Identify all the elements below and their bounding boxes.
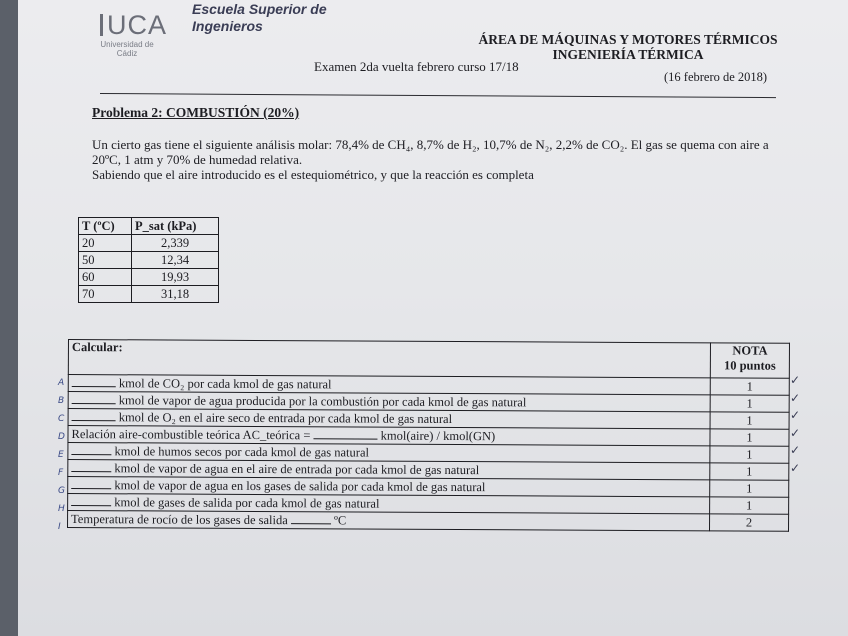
check-mark-icon: ✓ [790,460,801,475]
temperature-cell: 60 [79,269,132,286]
pressure-cell: 12,34 [132,252,219,269]
answer-blank [71,460,111,472]
temperature-cell: 70 [79,286,132,303]
column-header: T (ºC) [79,218,132,235]
uca-logo: UCA [100,10,167,41]
margin-letter: B [58,396,65,406]
table-row [79,286,219,303]
answer-blank [71,443,111,455]
answer-blank [71,494,111,506]
question-text: kmol de vapor de agua en los gases de salida por cada kmol de gas natural [114,478,486,495]
margin-letter: F [58,468,64,478]
department-heading [463,32,793,62]
table-row [79,235,219,252]
question-text: kmol de CO₂ por cada kmol de gas natural [118,376,332,392]
question-text: Relación aire-combustible teórica AC_teórica = [71,427,311,443]
exam-title: Examen 2da vuelta febrero curso 17/18 [314,59,519,74]
handwritten-margin-letters [58,374,72,536]
points-cell: 1 [710,497,789,514]
question-text: kmol de vapor de agua producida por la combustión por cada kmol de gas natural [118,393,527,410]
statement-line-2: Sabiendo que el aire introducido es el estequiométrico, y que la reacción es completa [92,167,534,182]
pressure-cell: 2,339 [132,235,219,252]
check-mark-icon: ✓ [790,373,801,387]
university-name: Universidad de Cádiz [100,40,154,58]
points-cell: 1 [710,463,789,480]
header-divider [100,93,776,98]
check-mark-icon: ✓ [790,425,801,440]
answer-blank [291,512,331,524]
table-row [79,252,219,269]
question-cell [68,511,710,531]
points-cell: 1 [710,429,789,446]
problem-title: Problema 2: COMBUSTIÓN (20%) [92,105,300,120]
points-cell: 1 [710,378,789,395]
pressure-cell: 31,18 [132,286,219,303]
margin-letter: E [58,450,64,460]
table-row [68,511,789,532]
score-header [710,343,789,378]
question-unit: kmol(aire) / kmol(GN) [380,428,496,444]
answer-blank [314,427,378,439]
calc-header-row [68,340,789,379]
temperature-cell: 20 [79,235,132,252]
calculation-table [67,339,790,532]
column-header: P_sat (kPa) [132,218,219,235]
points-cell: 1 [710,480,789,497]
margin-letter: C [58,414,65,424]
question-text: Temperatura de rocío de los gases de salida [71,512,288,528]
points-cell: 1 [710,395,789,412]
question-text: kmol de O₂ en el aire seco de entrada por cada kmol de gas natural [118,410,453,427]
margin-letter: A [58,378,65,388]
saturation-pressure-table [78,217,219,303]
margin-letter: H [58,504,65,514]
exam-sheet [18,0,848,636]
check-mark-icon: ✓ [790,408,801,422]
answer-blank [72,375,116,387]
check-mark-icon: ✓ [790,443,801,457]
pressure-cell: 19,93 [132,269,219,286]
problem-statement [92,137,792,182]
calc-header: Calcular: [68,340,710,378]
table-row [79,269,219,286]
question-text: kmol de gases de salida por cada kmol de gas natural [114,495,380,511]
points-cell: 2 [710,514,789,531]
points-cell: 1 [710,446,789,463]
exam-date: (16 febrero de 2018) [664,70,768,84]
margin-letter: I [58,522,61,532]
area-title: ÁREA DE MÁQUINAS Y MOTORES TÉRMICOS [478,32,778,47]
answer-blank [72,409,116,421]
score-header-line-1: NOTA [732,343,768,358]
score-header-line-2: 10 puntos [723,358,776,373]
margin-letter: G [58,486,65,496]
points-cell: 1 [710,412,789,429]
check-mark-icon: ✓ [790,390,801,405]
statement-line-1: Un cierto gas tiene el siguiente análisis molar: 78,4% de CH₄, 8,7% de H₂, 10,7% de N₂, 2,2% de CO₂. El gas se quema con aire a 20ºC, 1 atm y 70% de humedad relativa. [92,137,769,167]
question-text: kmol de humos secos por cada kmol de gas natural [114,444,370,460]
question-unit: ºC [334,513,347,528]
handwritten-check-marks [790,372,812,477]
answer-blank [72,392,116,404]
subject-title: INGENIERÍA TÉRMICA [552,47,704,62]
school-name: Escuela Superior de Ingenieros [192,1,327,34]
temperature-cell: 50 [79,252,132,269]
question-text: kmol de vapor de agua en el aire de entrada por cada kmol de gas natural [114,461,480,478]
answer-blank [71,477,111,489]
table-header-row [79,218,219,235]
margin-letter: D [58,432,65,442]
